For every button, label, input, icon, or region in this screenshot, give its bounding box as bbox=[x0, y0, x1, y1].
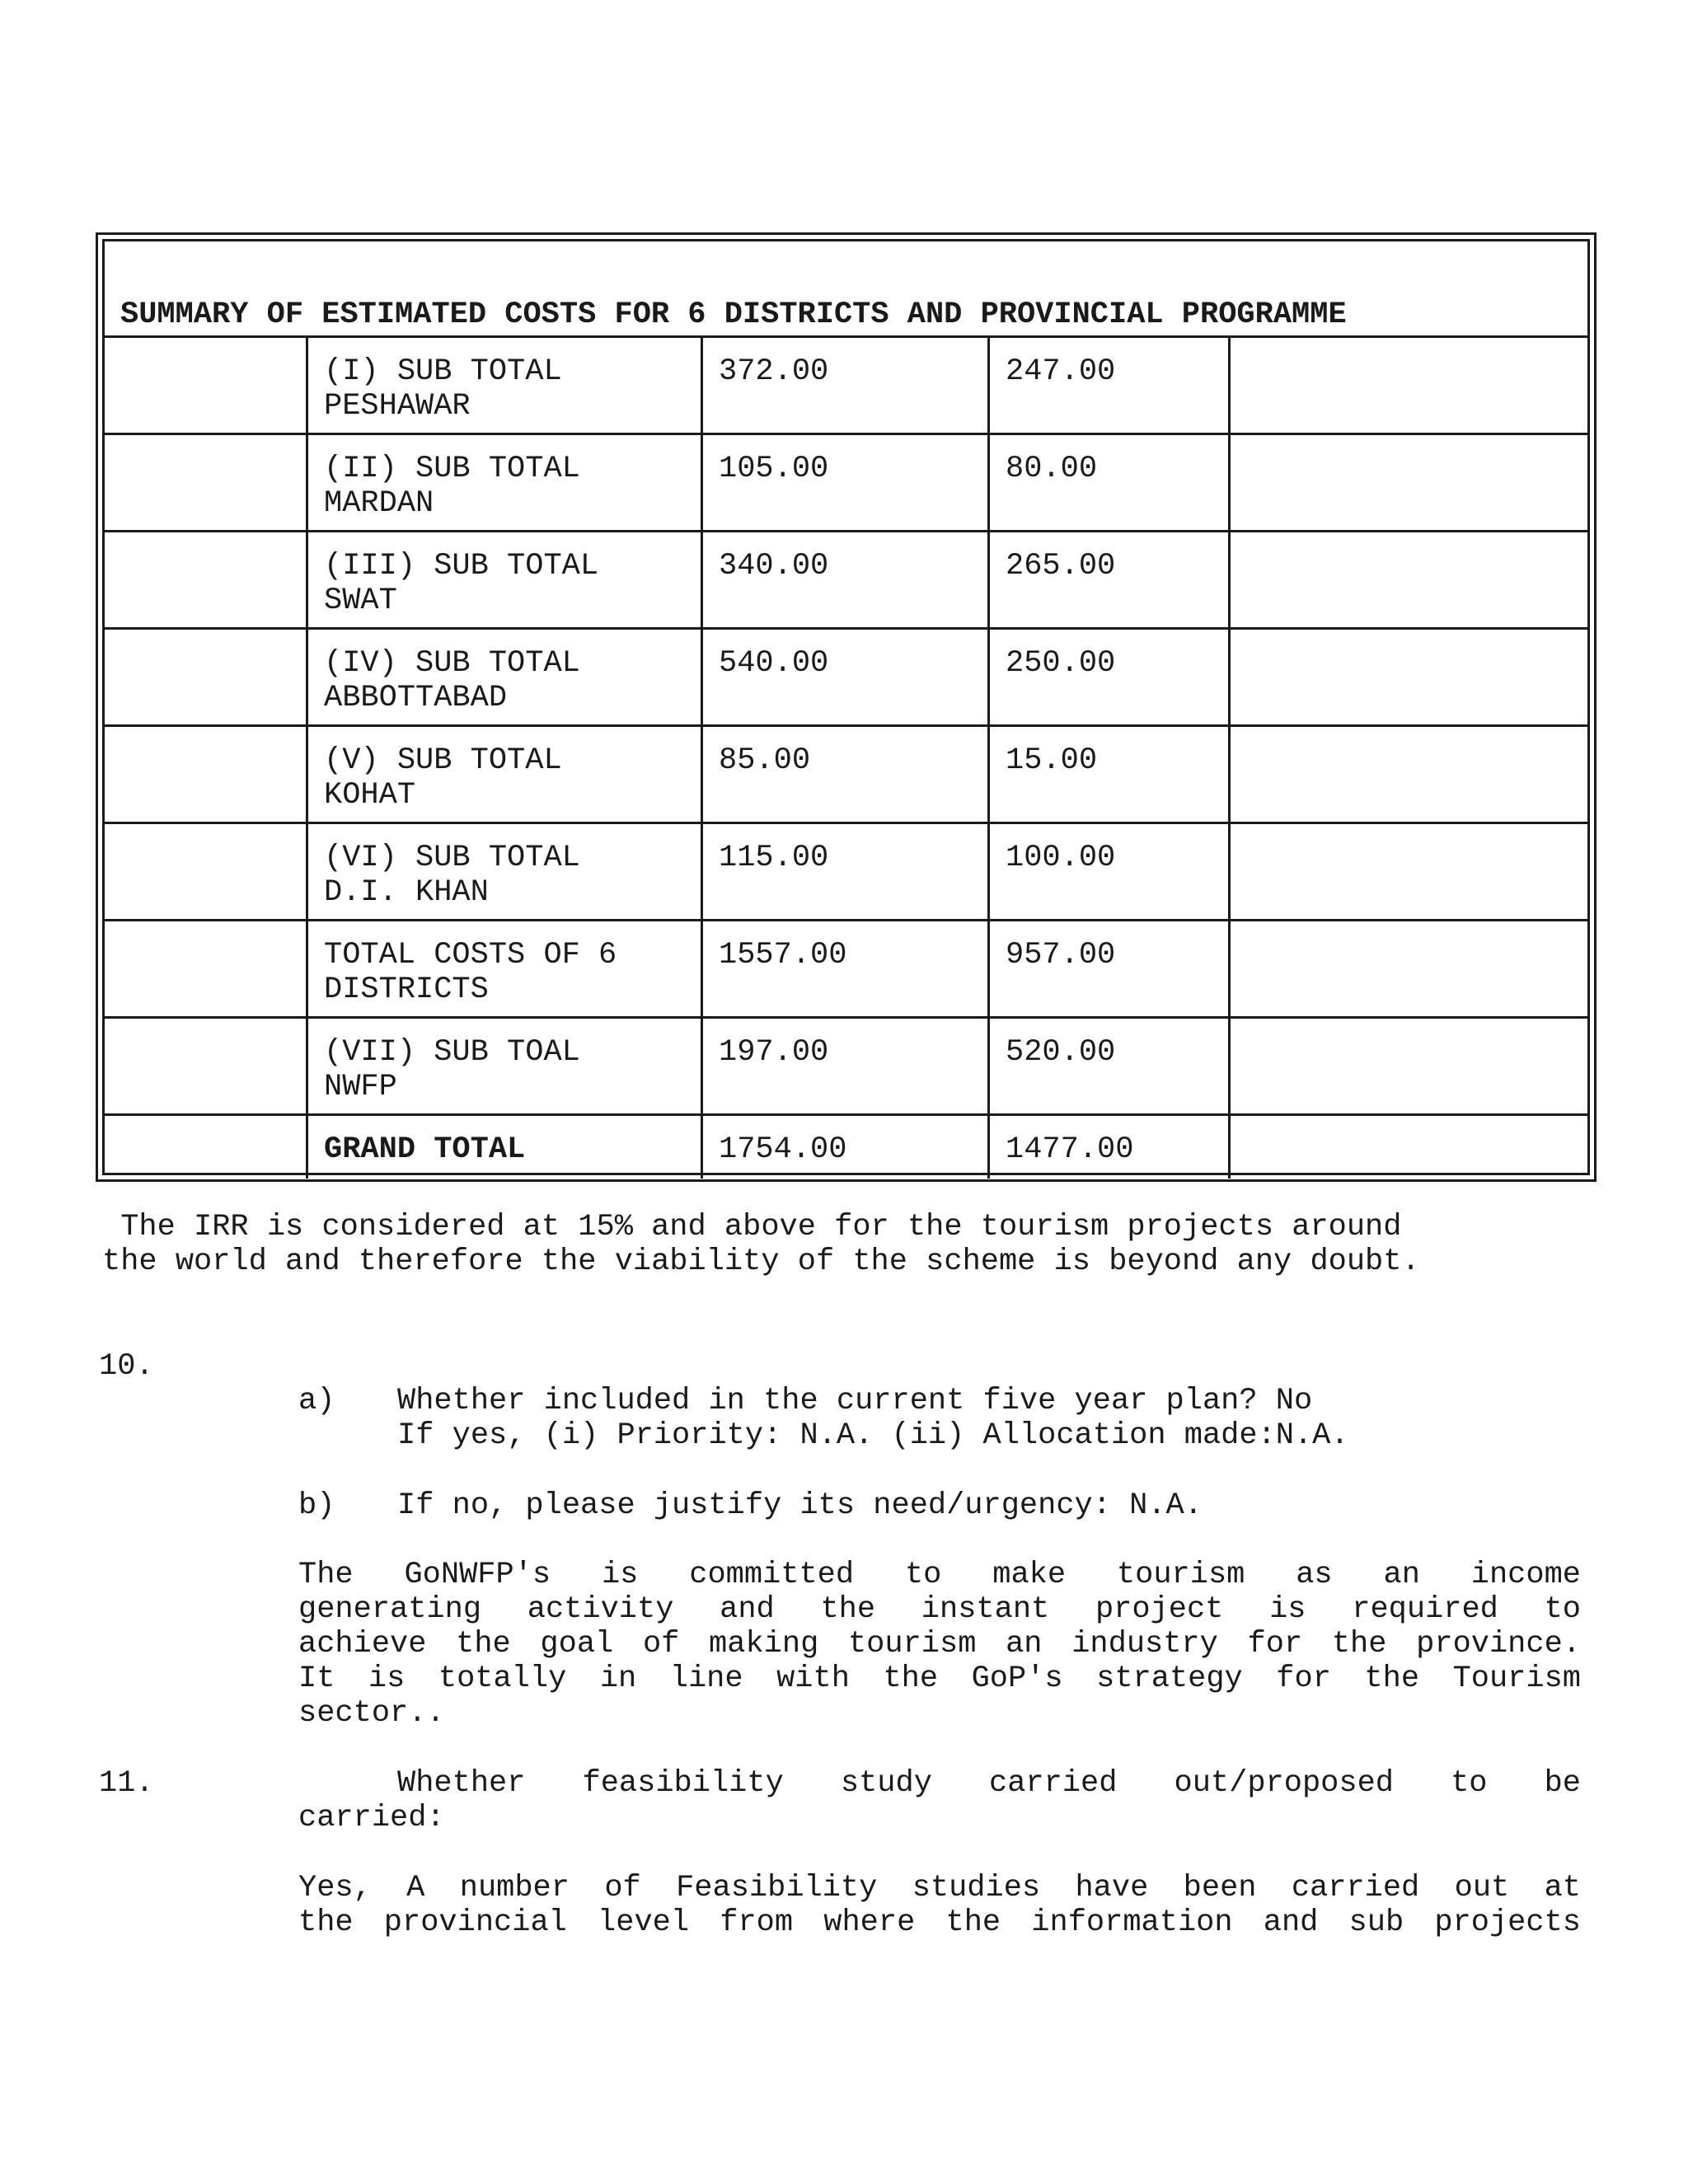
table-row bbox=[105, 824, 1587, 921]
section-11-answer-line-1: Yes, A number of Feasibility studies have been carried out at bbox=[298, 1871, 1581, 1905]
row-label-cell bbox=[306, 1116, 701, 1179]
irr-paragraph-line-2: the world and therefore the viability of the scheme is beyond any doubt. bbox=[102, 1244, 1420, 1279]
justification-line-5: sector.. bbox=[298, 1696, 445, 1731]
section-10b-line-1: If no, please justify its need/urgency: N.A. bbox=[397, 1488, 1203, 1523]
row-label-line-2: D.I. KHAN bbox=[324, 875, 489, 910]
cost-summary-table bbox=[96, 232, 1597, 1182]
row-value-1: 540.00 bbox=[701, 630, 987, 724]
row-blank-cell bbox=[105, 532, 306, 627]
row-value-1: 115.00 bbox=[701, 824, 987, 919]
row-value-2: 100.00 bbox=[987, 824, 1228, 919]
row-label-line-1: (II) SUB TOTAL bbox=[324, 452, 580, 486]
section-11-answer-line-2: the provincial level from where the information and sub projects bbox=[298, 1905, 1581, 1940]
row-value-2: 15.00 bbox=[987, 727, 1228, 822]
row-value-1: 372.00 bbox=[701, 338, 987, 433]
table-row bbox=[105, 1019, 1587, 1116]
cost-summary-table-inner bbox=[102, 239, 1590, 1175]
row-value-1: 85.00 bbox=[701, 727, 987, 822]
section-10a-line-1: Whether included in the current five year plan? No bbox=[397, 1384, 1313, 1418]
row-blank-cell-end bbox=[1228, 1019, 1587, 1113]
row-blank-cell bbox=[105, 1019, 306, 1113]
row-blank-cell bbox=[105, 1116, 306, 1179]
row-value-1: 105.00 bbox=[701, 435, 987, 530]
row-blank-cell bbox=[105, 630, 306, 724]
row-blank-cell bbox=[105, 727, 306, 822]
row-value-2: 1477.00 bbox=[987, 1116, 1228, 1179]
row-label: GRAND TOTAL bbox=[324, 1132, 526, 1167]
row-blank-cell-end bbox=[1228, 338, 1587, 433]
row-label-line-2: DISTRICTS bbox=[324, 972, 489, 1007]
row-label-line-2: NWFP bbox=[324, 1070, 397, 1104]
row-label-line-1: (VI) SUB TOTAL bbox=[324, 841, 580, 875]
row-label-cell bbox=[306, 727, 701, 822]
table-row bbox=[105, 435, 1587, 532]
table-row bbox=[105, 727, 1587, 824]
row-value-1: 1557.00 bbox=[701, 921, 987, 1016]
section-10b-marker: b) bbox=[298, 1488, 335, 1523]
row-label-cell bbox=[306, 921, 701, 1016]
row-value-2: 250.00 bbox=[987, 630, 1228, 724]
row-value-2: 957.00 bbox=[987, 921, 1228, 1016]
row-blank-cell bbox=[105, 435, 306, 530]
row-blank-cell bbox=[105, 338, 306, 433]
row-label-line-1: (III) SUB TOTAL bbox=[324, 549, 599, 583]
row-label-cell bbox=[306, 435, 701, 530]
row-label-cell bbox=[306, 630, 701, 724]
row-value-2: 265.00 bbox=[987, 532, 1228, 627]
row-blank-cell-end bbox=[1228, 824, 1587, 919]
table-title: SUMMARY OF ESTIMATED COSTS FOR 6 DISTRICTS AND PROVINCIAL PROGRAMME bbox=[120, 298, 1347, 332]
irr-paragraph-line-1: The IRR is considered at 15% and above for the tourism projects around bbox=[102, 1210, 1402, 1244]
row-blank-cell bbox=[105, 921, 306, 1016]
row-label-line-2: SWAT bbox=[324, 583, 397, 618]
section-11-number: 11. bbox=[99, 1766, 154, 1801]
section-11-question-line-1: Whether feasibility study carried out/proposed to be bbox=[397, 1766, 1581, 1801]
row-blank-cell-end bbox=[1228, 532, 1587, 627]
row-label-line-1: (IV) SUB TOTAL bbox=[324, 646, 580, 681]
row-blank-cell-end bbox=[1228, 921, 1587, 1016]
row-label-line-2: PESHAWAR bbox=[324, 389, 471, 424]
row-value-2: 80.00 bbox=[987, 435, 1228, 530]
justification-line-2: generating activity and the instant project is required to bbox=[298, 1592, 1581, 1627]
table-row bbox=[105, 1116, 1587, 1179]
table-row bbox=[105, 532, 1587, 630]
row-blank-cell bbox=[105, 824, 306, 919]
row-label-cell bbox=[306, 338, 701, 433]
table-row bbox=[105, 630, 1587, 727]
table-row bbox=[105, 338, 1587, 435]
row-value-2: 247.00 bbox=[987, 338, 1228, 433]
section-10a-line-2: If yes, (i) Priority: N.A. (ii) Allocation made:N.A. bbox=[397, 1418, 1349, 1453]
row-blank-cell-end bbox=[1228, 435, 1587, 530]
section-10a-marker: a) bbox=[298, 1384, 335, 1418]
row-label-line-1: (V) SUB TOTAL bbox=[324, 743, 562, 778]
row-value-1: 197.00 bbox=[701, 1019, 987, 1113]
row-label-cell bbox=[306, 532, 701, 627]
justification-line-3: achieve the goal of making tourism an industry for the province. bbox=[298, 1627, 1581, 1661]
row-label-line-1: (VII) SUB TOAL bbox=[324, 1035, 580, 1070]
justification-line-1: The GoNWFP's is committed to make tourism as an income bbox=[298, 1558, 1581, 1592]
section-10-number: 10. bbox=[99, 1349, 154, 1384]
row-value-2: 520.00 bbox=[987, 1019, 1228, 1113]
justification-line-4: It is totally in line with the GoP's strategy for the Tourism bbox=[298, 1661, 1581, 1696]
row-label-line-1: TOTAL COSTS OF 6 bbox=[324, 938, 617, 972]
row-label-cell bbox=[306, 824, 701, 919]
row-blank-cell-end bbox=[1228, 727, 1587, 822]
row-value-1: 340.00 bbox=[701, 532, 987, 627]
row-label-line-2: MARDAN bbox=[324, 486, 434, 521]
row-label-line-1: (I) SUB TOTAL bbox=[324, 354, 562, 389]
row-blank-cell-end bbox=[1228, 630, 1587, 724]
table-title-row bbox=[105, 241, 1587, 338]
table-row bbox=[105, 921, 1587, 1019]
row-blank-cell-end bbox=[1228, 1116, 1587, 1179]
row-label-line-2: KOHAT bbox=[324, 778, 416, 813]
section-11-question-line-2: carried: bbox=[298, 1801, 445, 1835]
row-label-line-2: ABBOTTABAD bbox=[324, 681, 508, 715]
row-value-1: 1754.00 bbox=[701, 1116, 987, 1179]
row-label-cell bbox=[306, 1019, 701, 1113]
